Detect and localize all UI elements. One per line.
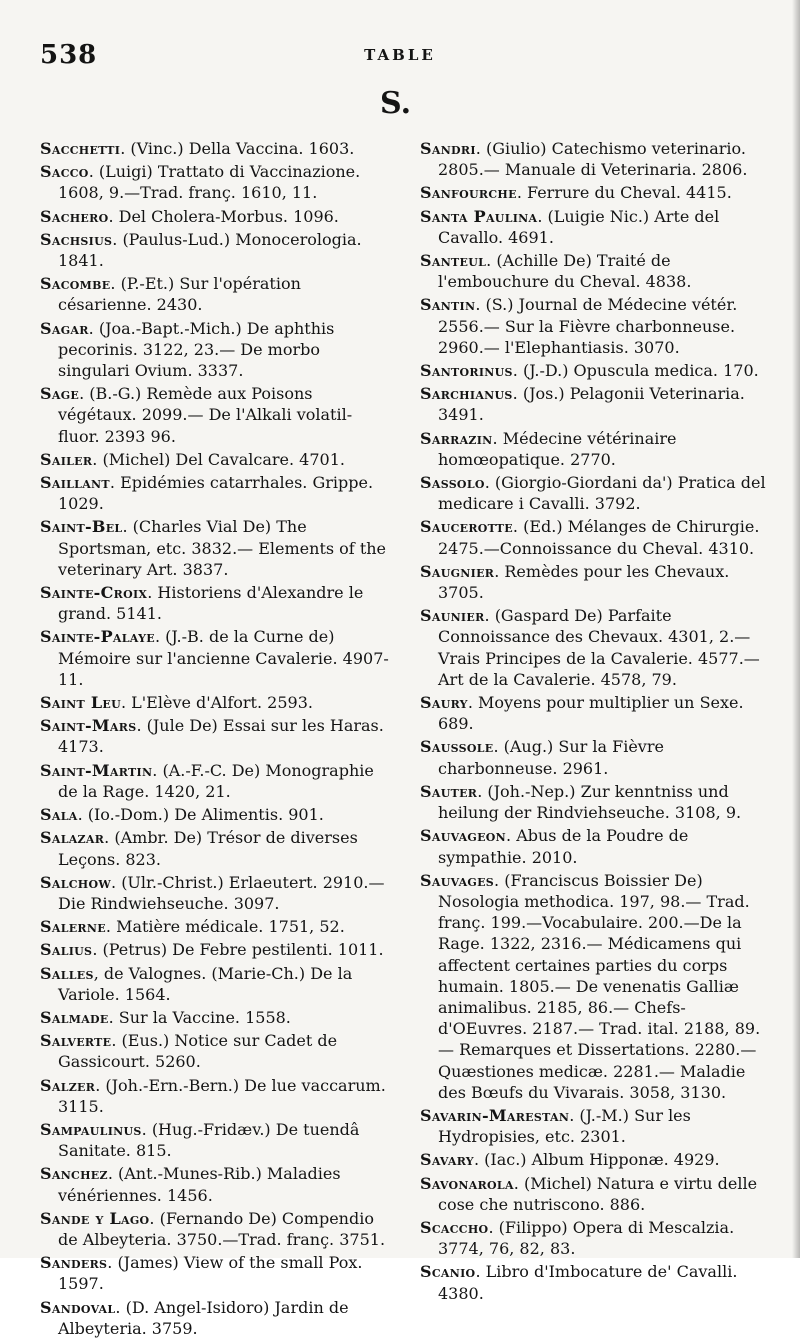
entry-text: . (J.-B. de la Curne de) Mémoire sur l'ancienne Cavalerie. 4907-11. (58, 627, 389, 689)
index-entry (40, 449, 390, 470)
index-entry (40, 582, 390, 624)
index-entry (420, 870, 770, 1103)
entry-text: . (Ant.-Munes-Rib.) Maladies vénériennes. 1456. (58, 1164, 341, 1205)
index-entry (40, 273, 390, 315)
index-entry (420, 138, 770, 180)
index-entry (420, 825, 770, 867)
entry-text: . (Petrus) De Febre pestilenti. 1011. (92, 940, 384, 960)
index-entry (420, 1261, 770, 1303)
entry-name: Scaccho (420, 1217, 489, 1237)
entry-text: . (Joa.-Bapt.-Mich.) De aphthis pecorinis. 3122, 23.— De morbo singulari Ovium. 3337. (58, 318, 335, 381)
index-entry (420, 206, 770, 248)
entry-text: . Remèdes pour les Chevaux. 3705. (438, 561, 730, 603)
entry-text: . (Charles Vial De) The Sportsman, etc. 3832.— Elements of the veterinary Art. 3837. (58, 517, 387, 579)
entry-text: . (Joh.-Ern.-Bern.) De lue vaccarum. 3115. (58, 1075, 386, 1116)
entry-name: Sarrazin (420, 428, 493, 448)
entry-name: Santeul (420, 251, 487, 271)
entry-text: . (D. Angel-Isidoro) Jardin de Albeyteria. 3759. (58, 1297, 349, 1338)
entry-text: . (Joh.-Nep.) Zur kenntniss und heilung der Rindviehseuche. 3108, 9. (438, 781, 742, 823)
entry-name: Scanio (420, 1262, 476, 1282)
entry-text: . (Achille De) Traité de l'embouchure du Cheval. 4838. (438, 251, 692, 292)
entry-name: Santorinus (420, 361, 513, 381)
entry-name: Saillant (40, 473, 110, 493)
index-entry (40, 692, 390, 713)
index-entry (40, 1007, 390, 1028)
index-entry (40, 963, 390, 1005)
entry-name: Saugnier (420, 561, 495, 581)
index-entry (420, 383, 770, 425)
entry-text: . (Io.-Dom.) De Alimentis. 901. (77, 805, 324, 825)
entry-text: . Del Cholera-Morbus. 1096. (108, 206, 339, 226)
entry-text: . (Ambr. De) Trésor de diverses Leçons. 823. (58, 828, 358, 869)
entry-text: . (Hug.-Fridæv.) De tuendâ Sanitate. 815. (58, 1119, 360, 1161)
index-entry (40, 1252, 390, 1294)
entry-name: Salazar (40, 828, 105, 848)
page-edge-shadow (792, 0, 800, 1258)
index-entry (420, 692, 770, 734)
index-column-right (420, 138, 770, 1306)
entry-name: Sauvageon (420, 826, 507, 846)
entry-text: . (P.-Et.) Sur l'opération césarienne. 2430. (58, 274, 301, 315)
entry-name: Sauvages (420, 870, 495, 890)
entry-name: Salchow (40, 872, 112, 892)
index-entry (40, 138, 390, 159)
entry-name: Savonarola (420, 1173, 514, 1193)
entry-text: . (Filippo) Opera di Mescalzia. 3774, 76, 82, 83. (438, 1217, 735, 1259)
index-entry (40, 715, 390, 757)
entry-text: . (Giulio) Catechismo veterinario. 2805.— Manuale di Veterinaria. 2806. (438, 139, 748, 180)
index-entry (420, 516, 770, 558)
entry-name: Sachero (40, 206, 109, 226)
entry-name: Sagar (40, 318, 89, 338)
entry-text: . (James) View of the small Pox. 1597. (58, 1253, 363, 1294)
entry-name: Sanchez (40, 1164, 108, 1184)
index-entry (420, 736, 770, 778)
entry-text: . (Paulus-Lud.) Monocerologia. 1841. (58, 229, 362, 271)
entry-name: Sacombe (40, 274, 111, 294)
index-entry (420, 472, 770, 514)
entry-name: Salerne (40, 917, 106, 937)
entry-text: . Moyens pour multiplier un Sexe. 689. (438, 693, 744, 734)
entry-text: . Matière médicale. 1751, 52. (105, 917, 345, 937)
entry-name: Savarin-Marestan (420, 1105, 570, 1125)
entry-text: . (Luigie Nic.) Arte del Cavallo. 4691. (438, 206, 720, 247)
index-entry (420, 1105, 770, 1147)
index-entry (420, 250, 770, 292)
entry-text: . L'Elève d'Alfort. 2593. (120, 693, 313, 713)
index-entry (40, 939, 390, 960)
index-entry (40, 804, 390, 825)
index-entry (40, 229, 390, 271)
entry-text: . Abus de la Poudre de sympathie. 2010. (438, 826, 689, 867)
section-letter: S. (380, 86, 412, 121)
entry-name: Saint-Mars (40, 716, 137, 736)
entry-name: Sailer (40, 449, 93, 469)
entry-text: . (Ulr.-Christ.) Erlaeutert. 2910.— Die Rindwiehseuche. 3097. (58, 872, 385, 913)
index-entry (40, 206, 390, 227)
entry-text: . (J.-D.) Opuscula medica. 170. (512, 361, 759, 381)
entry-text: . (Franciscus Boissier De) Nosologia methodica. 197, 98.— Trad. franç. 199.—Vocabulaire. 200.—De la Rage. 1322, 2316.— Médicamens qui affectent certaines parties du corps humain. 1805.— De venenatis Galliæ animalibus. 2185, 86.— Chefs-d'OEuvres. 2187.— Trad. ital. 2188, 89.— Remarques et Dissertations. 2280.— Quæstiones medicæ. 2281.— Maladie des Bœufs du Vivarais. 3058, 3130. (438, 870, 761, 1102)
entry-text: . (Fernando De) Compendio de Albeyteria. 3750.—Trad. franç. 3751. (58, 1208, 386, 1249)
entry-name: Salius (40, 940, 93, 960)
entry-name: Santa Paulina (420, 206, 538, 226)
entry-name: Sacchetti (40, 139, 121, 158)
index-entry (40, 318, 390, 382)
entry-name: Sandri (420, 139, 476, 158)
running-head: TABLE (364, 46, 436, 64)
entry-name: Salverte (40, 1031, 112, 1051)
entry-text: . Epidémies catarrhales. Grippe. 1029. (58, 473, 374, 514)
entry-text: . Libro d'Imbocature de' Cavalli. 4380. (438, 1262, 738, 1303)
entry-text: . (J.-M.) Sur les Hydropisies, etc. 2301. (438, 1105, 691, 1147)
index-entry (420, 1173, 770, 1215)
entry-name: Sage (40, 384, 80, 404)
entry-text: . (S.) Journal de Médecine vétér. 2556.— Sur la Fièvre charbonneuse. 2960.— l'Elephantiasis. 3070. (438, 295, 738, 357)
entry-text: . (Michel) Del Cavalcare. 4701. (92, 449, 345, 469)
entry-name: Sanfourche (420, 183, 517, 203)
index-entry (40, 1030, 390, 1072)
index-entry (40, 161, 390, 203)
entry-text: . (Vinc.) Della Vaccina. 1603. (120, 139, 355, 158)
entry-text: . (Eus.) Notice sur Cadet de Gassicourt. 5260. (58, 1031, 338, 1072)
entry-name: Sandoval (40, 1297, 116, 1317)
page-number: 538 (40, 40, 98, 70)
entry-name: Saussole (420, 737, 494, 757)
entry-text: . (Giorgio-Giordani da') Pratica del medicare i Cavalli. 3792. (438, 473, 766, 514)
entry-text: . (Luigi) Trattato di Vaccinazione. 1608, 9.—Trad. franç. 1610, 11. (58, 162, 361, 203)
index-entry (40, 1075, 390, 1117)
entry-text: . (B.-G.) Remède aux Poisons végétaux. 2099.— De l'Alkali volatil-fluor. 2393 96. (58, 384, 353, 446)
entry-text: . (Michel) Natura e virtu delle cose che nutriscono. 886. (438, 1173, 758, 1214)
entry-name: Sampaulinus (40, 1119, 142, 1139)
index-entry (40, 472, 390, 514)
index-entry (40, 1297, 390, 1339)
entry-text: . (Aug.) Sur la Fièvre charbonneuse. 2961. (438, 737, 664, 778)
index-entry (40, 760, 390, 802)
entry-name: Savary (420, 1150, 474, 1170)
entry-text: . Médecine vétérinaire homœopatique. 2770. (438, 428, 677, 469)
entry-text: . Ferrure du Cheval. 4415. (516, 183, 732, 203)
index-entry (40, 516, 390, 580)
index-entry (40, 872, 390, 914)
entry-text: . (Gaspard De) Parfaite Connoissance des Chevaux. 4301, 2.— Vrais Principes de la Cavalerie. 4577.—Art de la Cavalerie. 4578, 79. (438, 606, 760, 689)
entry-name: Sande y Lago (40, 1208, 150, 1228)
index-entry (40, 1163, 390, 1205)
entry-name: Salzer (40, 1075, 96, 1095)
entry-name: Saury (420, 693, 468, 713)
index-entry (420, 1217, 770, 1259)
index-entry (420, 182, 770, 203)
entry-text: . Historiens d'Alexandre le grand. 5141. (58, 583, 364, 624)
index-entry (420, 781, 770, 823)
index-entry (40, 626, 390, 690)
entry-name: Sacco (40, 162, 89, 182)
entry-name: Saint Leu (40, 693, 121, 713)
index-entry (40, 1119, 390, 1161)
entry-name: Sauter (420, 781, 478, 801)
index-entry (420, 294, 770, 358)
entry-name: Sala (40, 805, 78, 825)
index-entry (40, 827, 390, 869)
index-entry (420, 1149, 770, 1170)
entry-name: Saucerotte (420, 517, 513, 537)
entry-text: . (Jule De) Essai sur les Haras. 4173. (58, 716, 384, 757)
entry-text: . (Ed.) Mélanges de Chirurgie. 2475.—Connoissance du Cheval. 4310. (438, 517, 760, 558)
entry-text: . (Jos.) Pelagonii Veterinaria. 3491. (438, 384, 745, 425)
entry-name: Sainte-Palaye (40, 627, 155, 647)
index-entry (420, 605, 770, 690)
entry-name: Sachsius (40, 229, 113, 249)
index-entry (40, 916, 390, 937)
entry-name: Santin (420, 295, 476, 315)
entry-name: Sarchianus (420, 384, 513, 404)
entry-text: . (A.-F.-C. De) Monographie de la Rage. 1420, 21. (58, 760, 374, 801)
entry-name: Saint-Martin (40, 760, 153, 780)
entry-name: Sainte-Croix (40, 583, 148, 603)
index-entry (40, 1208, 390, 1250)
entry-name: Sassolo (420, 473, 485, 493)
entry-name: Saint-Bel (40, 517, 123, 537)
index-entry (40, 383, 390, 447)
entry-name: Sanders (40, 1253, 108, 1273)
index-entry (420, 360, 770, 381)
entry-text: , de Valognes. (Marie-Ch.) De la Variole. 1564. (58, 963, 353, 1004)
entry-name: Salles (40, 963, 94, 983)
index-entry (420, 561, 770, 603)
index-entry (420, 428, 770, 470)
entry-name: Saunier (420, 606, 485, 626)
entry-text: . (Iac.) Album Hipponæ. 4929. (473, 1150, 720, 1170)
index-column-left (40, 138, 390, 1341)
entry-name: Salmade (40, 1007, 109, 1027)
entry-text: . Sur la Vaccine. 1558. (108, 1007, 291, 1027)
